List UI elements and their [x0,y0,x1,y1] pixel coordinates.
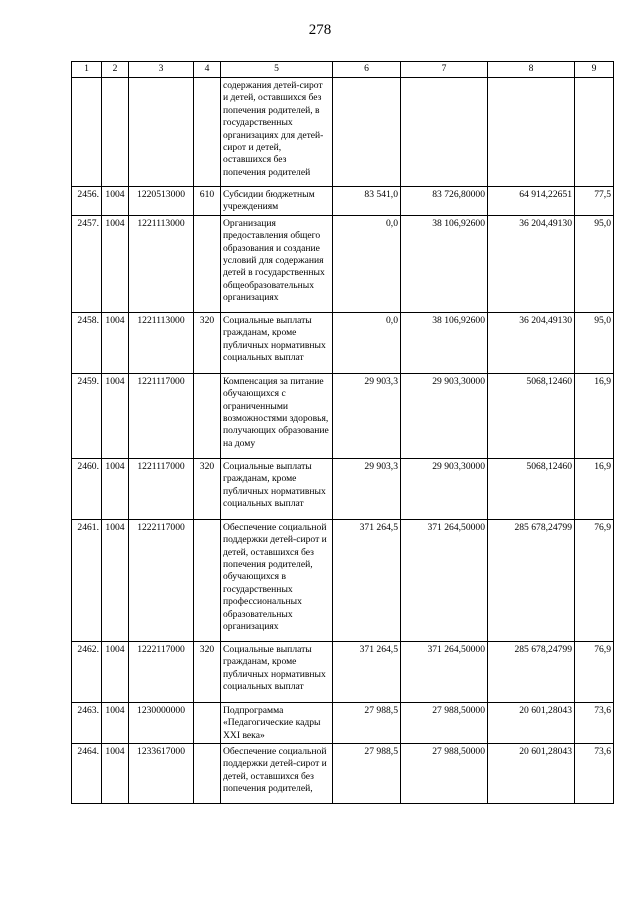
row-number: 2459. [72,373,102,458]
page-number: 278 [308,22,332,38]
refined-amount: 27 988,50000 [401,744,488,804]
target-article-code [129,78,194,187]
executed-amount: 36 204,49130 [488,215,575,312]
approved-amount [333,78,401,187]
approved-amount: 0,0 [333,312,401,373]
refined-amount [401,78,488,187]
budget-table [71,61,614,804]
section-code: 1004 [102,641,129,702]
execution-percent: 76,9 [575,519,614,641]
table-row [72,215,614,312]
row-number: 2463. [72,702,102,743]
header-row [72,62,614,78]
item-name: Компенсация за питание обучающихся с ограниченными возможностями здоровья, получающих образование на дому [221,373,333,458]
table-row [72,702,614,743]
table-row [72,187,614,216]
item-name: Обеспечение социальной поддержки детей-сирот и детей, оставшихся без попечения родителей, обучающихся в государственных профессиональных образовательных организациях [221,519,333,641]
column-header-8: 8 [488,62,575,78]
section-code: 1004 [102,215,129,312]
column-header-5: 5 [221,62,333,78]
execution-percent: 77,5 [575,187,614,216]
table-row [72,458,614,519]
target-article-code: 1221113000 [129,312,194,373]
column-header-9: 9 [575,62,614,78]
expense-type-code [194,215,221,312]
row-number: 2456. [72,187,102,216]
item-name: Организация предоставления общего образования и создание условий для содержания детей в государственных общеобразовательных организациях [221,215,333,312]
row-number: 2457. [72,215,102,312]
refined-amount: 29 903,30000 [401,373,488,458]
approved-amount: 83 541,0 [333,187,401,216]
item-name: Социальные выплаты гражданам, кроме публичных нормативных социальных выплат [221,641,333,702]
column-header-3: 3 [129,62,194,78]
execution-percent [575,78,614,187]
target-article-code: 1222117000 [129,519,194,641]
section-code: 1004 [102,312,129,373]
row-number [72,78,102,187]
section-code: 1004 [102,187,129,216]
target-article-code: 1220513000 [129,187,194,216]
execution-percent: 16,9 [575,373,614,458]
refined-amount: 371 264,50000 [401,519,488,641]
executed-amount: 64 914,22651 [488,187,575,216]
section-code: 1004 [102,373,129,458]
item-name: Подпрограмма «Педагогические кадры XXI века» [221,702,333,743]
refined-amount: 38 106,92600 [401,312,488,373]
section-code: 1004 [102,702,129,743]
column-header-2: 2 [102,62,129,78]
refined-amount: 29 903,30000 [401,458,488,519]
executed-amount: 5068,12460 [488,458,575,519]
column-header-1: 1 [72,62,102,78]
approved-amount: 0,0 [333,215,401,312]
executed-amount: 20 601,28043 [488,702,575,743]
table-header [72,62,614,78]
approved-amount: 371 264,5 [333,519,401,641]
refined-amount: 27 988,50000 [401,702,488,743]
item-name: Социальные выплаты гражданам, кроме публичных нормативных социальных выплат [221,312,333,373]
table-row [72,519,614,641]
refined-amount: 83 726,80000 [401,187,488,216]
expense-type-code [194,78,221,187]
target-article-code: 1221113000 [129,215,194,312]
approved-amount: 371 264,5 [333,641,401,702]
section-code: 1004 [102,744,129,804]
expense-type-code [194,702,221,743]
item-name: содержания детей-сирот и детей, оставшихся без попечения родителей, в государственных организациях для детей-сирот и детей, оставшихся без попечения родителей [221,78,333,187]
column-header-6: 6 [333,62,401,78]
row-number: 2458. [72,312,102,373]
item-name: Субсидии бюджетным учреждениям [221,187,333,216]
section-code [102,78,129,187]
target-article-code: 1221117000 [129,458,194,519]
executed-amount: 5068,12460 [488,373,575,458]
table-row [72,312,614,373]
approved-amount: 27 988,5 [333,744,401,804]
table-body [72,78,614,804]
executed-amount: 20 601,28043 [488,744,575,804]
refined-amount: 38 106,92600 [401,215,488,312]
table-row [72,744,614,804]
expense-type-code: 320 [194,458,221,519]
refined-amount: 371 264,50000 [401,641,488,702]
target-article-code: 1230000000 [129,702,194,743]
row-number: 2460. [72,458,102,519]
approved-amount: 27 988,5 [333,702,401,743]
section-code: 1004 [102,519,129,641]
execution-percent: 95,0 [575,215,614,312]
execution-percent: 73,6 [575,702,614,743]
item-name: Обеспечение социальной поддержки детей-сирот и детей, оставшихся без попечения родителей, [221,744,333,804]
table-row [72,373,614,458]
execution-percent: 16,9 [575,458,614,519]
item-name: Социальные выплаты гражданам, кроме публичных нормативных социальных выплат [221,458,333,519]
target-article-code: 1222117000 [129,641,194,702]
executed-amount: 285 678,24799 [488,519,575,641]
execution-percent: 73,6 [575,744,614,804]
execution-percent: 76,9 [575,641,614,702]
approved-amount: 29 903,3 [333,458,401,519]
section-code: 1004 [102,458,129,519]
column-header-7: 7 [401,62,488,78]
expense-type-code [194,744,221,804]
row-number: 2461. [72,519,102,641]
execution-percent: 95,0 [575,312,614,373]
row-number: 2462. [72,641,102,702]
row-number: 2464. [72,744,102,804]
expense-type-code [194,373,221,458]
executed-amount [488,78,575,187]
expense-type-code [194,519,221,641]
target-article-code: 1221117000 [129,373,194,458]
executed-amount: 285 678,24799 [488,641,575,702]
executed-amount: 36 204,49130 [488,312,575,373]
target-article-code: 1233617000 [129,744,194,804]
table-row [72,78,614,187]
expense-type-code: 320 [194,641,221,702]
expense-type-code: 320 [194,312,221,373]
table-row [72,641,614,702]
expense-type-code: 610 [194,187,221,216]
column-header-4: 4 [194,62,221,78]
approved-amount: 29 903,3 [333,373,401,458]
